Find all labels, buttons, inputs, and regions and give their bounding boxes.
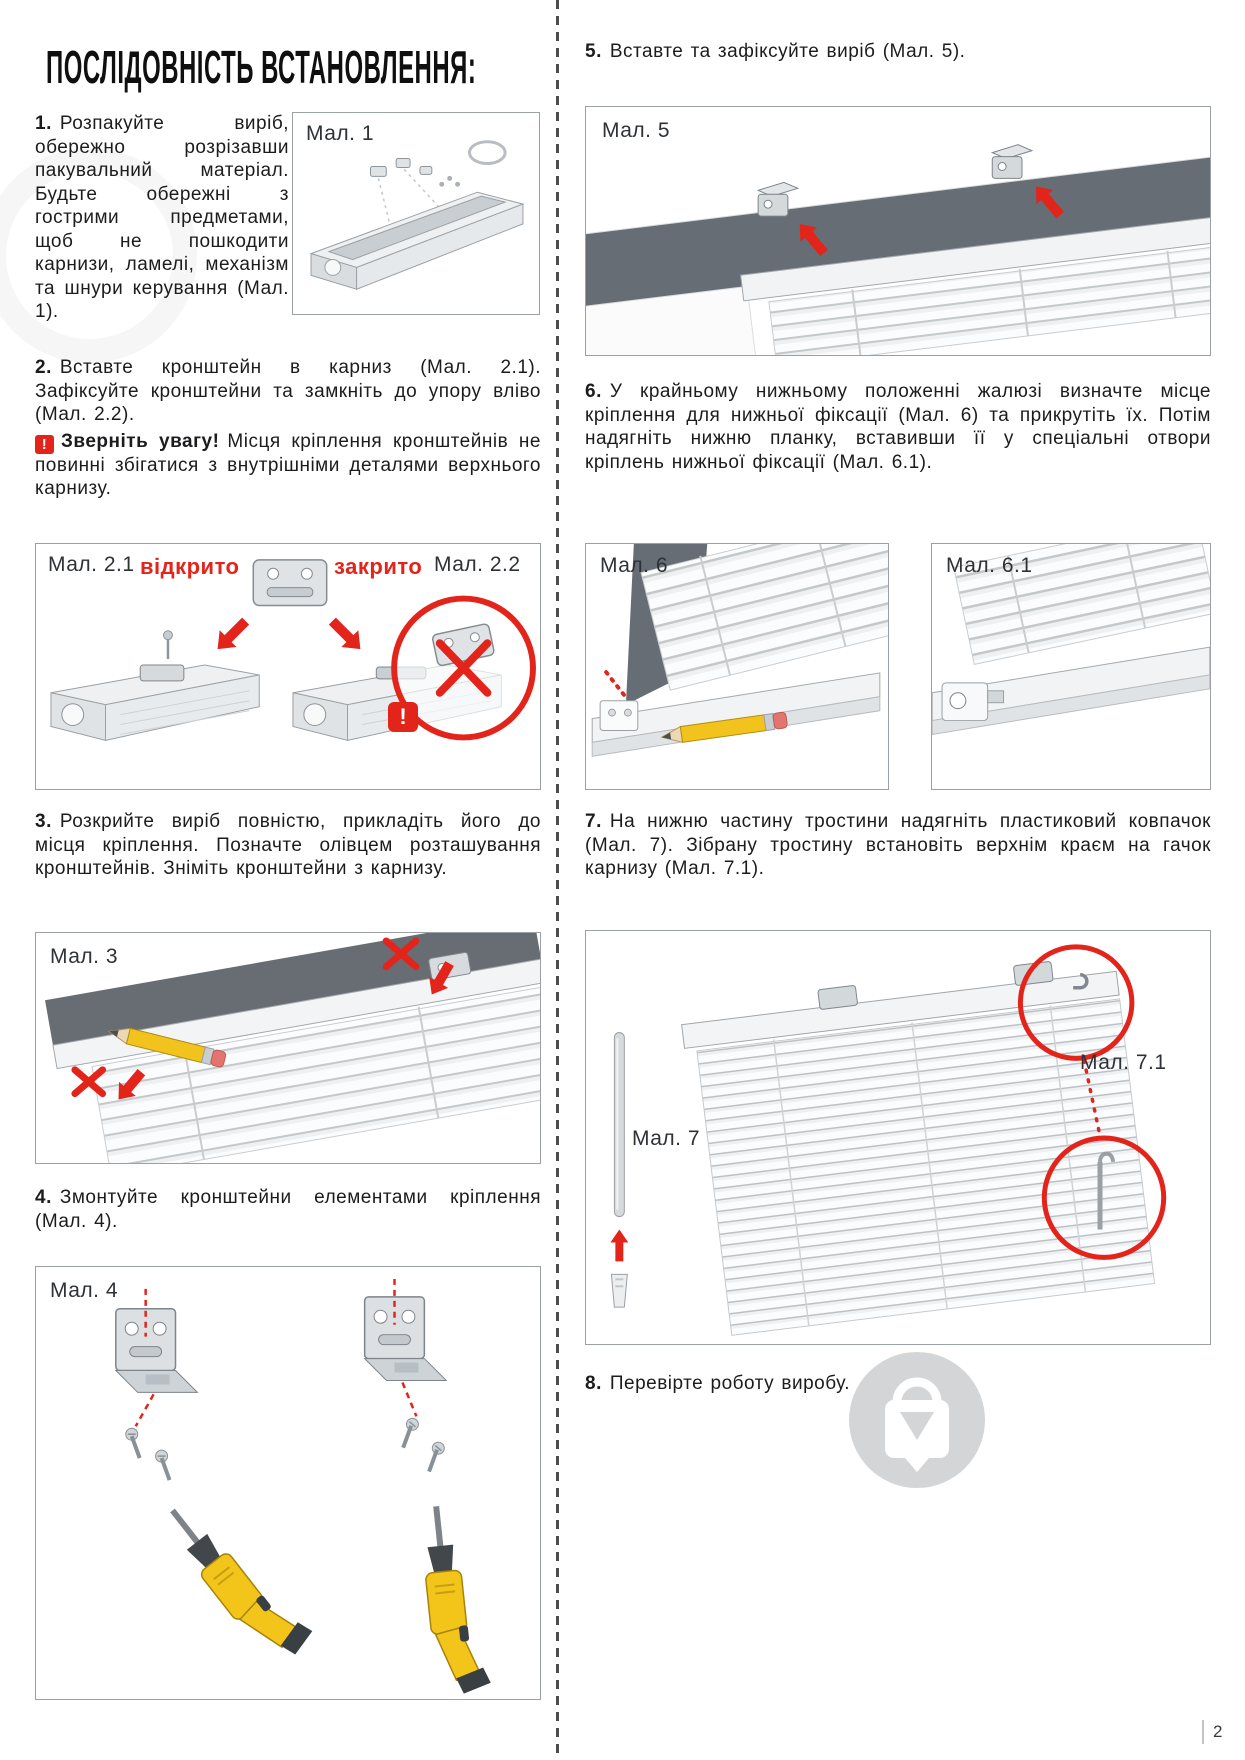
warning-icon: ! xyxy=(35,435,54,454)
step-4-text: Змонтуйте кронштейни елементами кріплення (Мал. 4). xyxy=(35,1187,541,1232)
step-2 xyxy=(35,356,541,427)
warning-lead: Зверніть увагу! xyxy=(61,430,220,452)
step-5 xyxy=(585,40,1211,64)
figure-4-label: Мал. 4 xyxy=(50,1279,119,1302)
figure-3-label: Мал. 3 xyxy=(50,945,119,968)
warning-text: Місця кріплення кронштейнів не повинні збігатися з внутрішніми деталями верхнього карнизу. xyxy=(35,430,541,500)
red-arrows xyxy=(209,613,369,658)
figure-7-label: Мал. 7 xyxy=(632,1127,701,1150)
state-open-label: відкрито xyxy=(140,554,240,579)
step-6 xyxy=(585,380,1211,474)
red-dotted-mark xyxy=(602,667,624,695)
window-scene xyxy=(586,107,1210,355)
figure-6-label: Мал. 6 xyxy=(600,554,669,577)
step-3 xyxy=(35,810,541,881)
figure-5-box xyxy=(585,106,1211,356)
headrail-icon xyxy=(311,192,523,289)
step-8-number: 8. xyxy=(585,1373,602,1394)
fig6-bottom-fixing-illustration xyxy=(586,544,888,789)
screw-icon xyxy=(418,1440,448,1472)
step-6-number: 6. xyxy=(585,381,602,402)
wand-icon xyxy=(614,1033,624,1217)
fixing-bracket-icon xyxy=(600,701,638,731)
figure-2-1-label: Мал. 2.1 xyxy=(48,553,135,576)
blind-slats xyxy=(697,999,1155,1335)
figure-6-1-box xyxy=(931,543,1211,790)
step-1-number: 1. xyxy=(35,113,52,134)
figure-6-box xyxy=(585,543,889,790)
small-parts-icon xyxy=(370,159,431,177)
drill-icon xyxy=(158,1488,317,1670)
step-3-number: 3. xyxy=(35,811,52,832)
figure-1-label: Мал. 1 xyxy=(306,122,375,145)
red-arrow-up xyxy=(610,1230,628,1262)
brand-watermark-logo xyxy=(843,1346,991,1494)
figure-2-2-label: Мал. 2.2 xyxy=(434,553,521,576)
page-title: ПОСЛІДОВНІСТЬ ВСТАНОВЛЕННЯ: xyxy=(46,41,477,93)
warning-badge: ! xyxy=(388,702,418,732)
cap-icon xyxy=(611,1274,627,1307)
figure-3-box xyxy=(35,932,541,1164)
bracket-icon xyxy=(365,1297,447,1381)
fig4-drilling-illustration xyxy=(36,1267,540,1699)
step-1-text: Розпакуйте виріб, обережно розрізавши пакувальний матеріал. Будьте обережні з гострими предметами, щоб не пошкодити карнизи, ламелі, механізм та шнури керування (Мал. 1). xyxy=(35,113,289,323)
blind-assembly xyxy=(45,933,540,1163)
figure-5-label: Мал. 5 xyxy=(602,119,671,142)
step-7-number: 7. xyxy=(585,811,602,832)
step-4-number: 4. xyxy=(35,1187,52,1208)
page-number: 2 xyxy=(1202,1720,1222,1744)
blind-slats xyxy=(641,544,888,690)
bracket-icon xyxy=(818,985,858,1009)
fig5-mounting-illustration xyxy=(586,107,1210,355)
figure-6-1-label: Мал. 6.1 xyxy=(946,554,1033,577)
step-7-text: На нижню частину тростини надягніть пластиковий ковпачок (Мал. 7). Зібрану тростину встановіть верхнім краєм на гачок карнизу (Мал. 7.1). xyxy=(585,811,1211,880)
screw-icon xyxy=(126,1428,140,1458)
bracket-icon xyxy=(116,1309,198,1393)
step-6-text: У крайньому нижньому положенні жалюзі визначте місце кріплення для нижньої фіксації (Мал. 6) та прикрутіть їх. Потім надягніть нижню планку, вставивши її у спеціальні отвори кріплень нижньої фіксації (Мал. 6.1). xyxy=(585,381,1211,473)
figure-7-box xyxy=(585,930,1211,1345)
bracket-icon xyxy=(253,560,326,606)
fig61-bottom-bar-illustration xyxy=(932,544,1210,789)
blind-assembly xyxy=(679,954,1154,1337)
step-4 xyxy=(35,1186,541,1233)
figure-1-box xyxy=(292,112,540,315)
step-5-text: Вставте та зафіксуйте виріб (Мал. 5). xyxy=(609,41,966,62)
screw-icon xyxy=(156,1450,170,1480)
step-8-text: Перевірте роботу виробу. xyxy=(609,1373,851,1394)
step-3-text: Розкрийте виріб повністю, прикладіть його до місця кріплення. Позначте олівцем розташування кронштейнів. Зніміть кронштейни з карнизу. xyxy=(35,811,541,880)
screws-icon xyxy=(439,176,460,187)
step-2-text: Вставте кронштейн в карниз (Мал. 2.1). Зафіксуйте кронштейни та замкніть до упору вліво (Мал. 2.2). xyxy=(35,357,541,426)
step-7 xyxy=(585,810,1211,881)
step-5-number: 5. xyxy=(585,41,602,62)
cord-loop-icon xyxy=(469,142,505,164)
step-2-warning xyxy=(35,430,541,501)
figure-7-1-label: Мал. 7.1 xyxy=(1080,1051,1167,1074)
step-2-number: 2. xyxy=(35,357,52,378)
screw-icon xyxy=(392,1416,422,1448)
step-1 xyxy=(35,112,289,324)
state-closed-label: закрито xyxy=(334,554,423,579)
fig2-bracket-illustration xyxy=(36,544,540,789)
drill-icon xyxy=(418,1503,491,1697)
figure-2-box xyxy=(35,543,541,790)
step-2-block xyxy=(35,356,541,501)
figure-4-box xyxy=(35,1266,541,1700)
column-divider xyxy=(556,0,559,1760)
